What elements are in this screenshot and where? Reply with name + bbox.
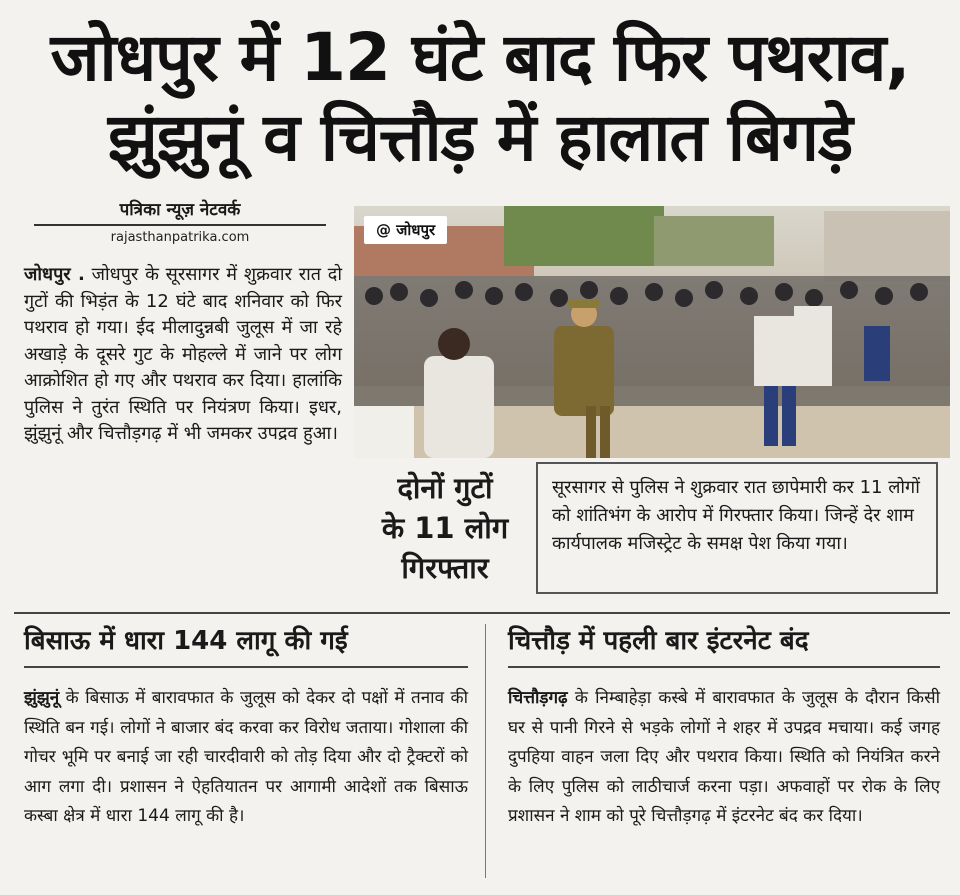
- column-divider: [485, 624, 486, 878]
- callout-line-3: गिरफ्तार: [401, 551, 489, 585]
- right-story-heading: चित्तौड़ में पहली बार इंटरनेट बंद: [508, 626, 809, 656]
- headline-line-2: झुंझुनूं व चित्तौड़ में हालात बिगड़े: [107, 99, 853, 176]
- byline-site: rajasthanpatrika.com: [110, 230, 250, 245]
- left-story-text: [24, 684, 468, 832]
- left-story-body: के बिसाऊ में बारावफात के जुलूस को देकर दो पक्षों में तनाव की स्थिति बन गई। लोगों ने बाजार बंद करवा कर विरोध जताया। गोशाला की गोचर भूमि पर बनाई जा रही चारदीवारी को तोड़ दिया और दो ट्रैक्टरों को आग लगा दी। प्रशासन ने ऐहतियातन पर आगामी आदेशों तक बिसाऊ कस्बा क्षेत्र में धारा 144 लागू की है।: [24, 688, 468, 826]
- section-divider: [14, 612, 950, 614]
- photo-caption-box: सूरसागर से पुलिस ने शुक्रवार रात छापेमारी कर 11 लोगों को शांतिभंग के आरोप में गिरफ्तार किया। जिन्हें देर शाम कार्यपालक मजिस्ट्रेट के समक्ष पेश किया गया।: [536, 462, 938, 594]
- headline: [0, 18, 960, 178]
- callout-line-1: दोनों गुटों: [397, 471, 493, 505]
- right-story-body: के निम्बाहेड़ा कस्बे में बारावफात के जुलूस के दौरान किसी घर से पानी गिरने से भड़के लोगों ने शहर में उपद्रव मचाया। कई जगह दुपहिया वाहन जला दिए और पथराव किया। स्थिति को नियंत्रित करने के लिए पुलिस को लाठीचार्ज करना पड़ा। अफवाहों पर रोक के लिए प्रशासन ने शाम को पूरे चित्तौड़गढ़ में इंटरनेट बंद कर दिया।: [508, 688, 940, 826]
- callout-line-2: के 11 लोग: [381, 511, 509, 545]
- byline: [24, 198, 336, 248]
- right-heading-rule: [508, 666, 940, 668]
- left-heading-rule: [24, 666, 468, 668]
- right-story-text: [508, 684, 940, 832]
- arrest-callout: [370, 468, 520, 588]
- right-story-dateline: चित्तौड़गढ़: [508, 688, 568, 708]
- left-story-heading: बिसाऊ में धारा 144 लागू की गई: [24, 626, 348, 656]
- photo-location-tag: @ जोधपुर: [364, 216, 447, 244]
- lead-dateline: जोधपुर .: [24, 264, 85, 285]
- byline-rule: [34, 224, 326, 226]
- byline-network: पत्रिका न्यूज़ नेटवर्क: [119, 200, 241, 220]
- lead-paragraph: [24, 262, 342, 448]
- headline-line-1: जोधपुर में 12 घंटे बाद फिर पथराव,: [50, 19, 910, 96]
- lead-text: जोधपुर के सूरसागर में शुक्रवार रात दो गुटों की भिड़ंत के 12 घंटे बाद शनिवार को फिर पथराव हो गया। ईद मीलादुन्नबी जुलूस में जा रहे अखाड़े के दूसरे गुट के मोहल्ले में जाने पर लोग आक्रोशित हो गए और पथराव कर दिया। हालांकि पुलिस ने तुरंत स्थिति पर नियंत्रण किया। इधर, झुंझुनूं और चित्तौड़गढ़ में भी जमकर उपद्रव हुआ।: [24, 264, 342, 444]
- left-story-dateline: झुंझुनूं: [24, 688, 60, 708]
